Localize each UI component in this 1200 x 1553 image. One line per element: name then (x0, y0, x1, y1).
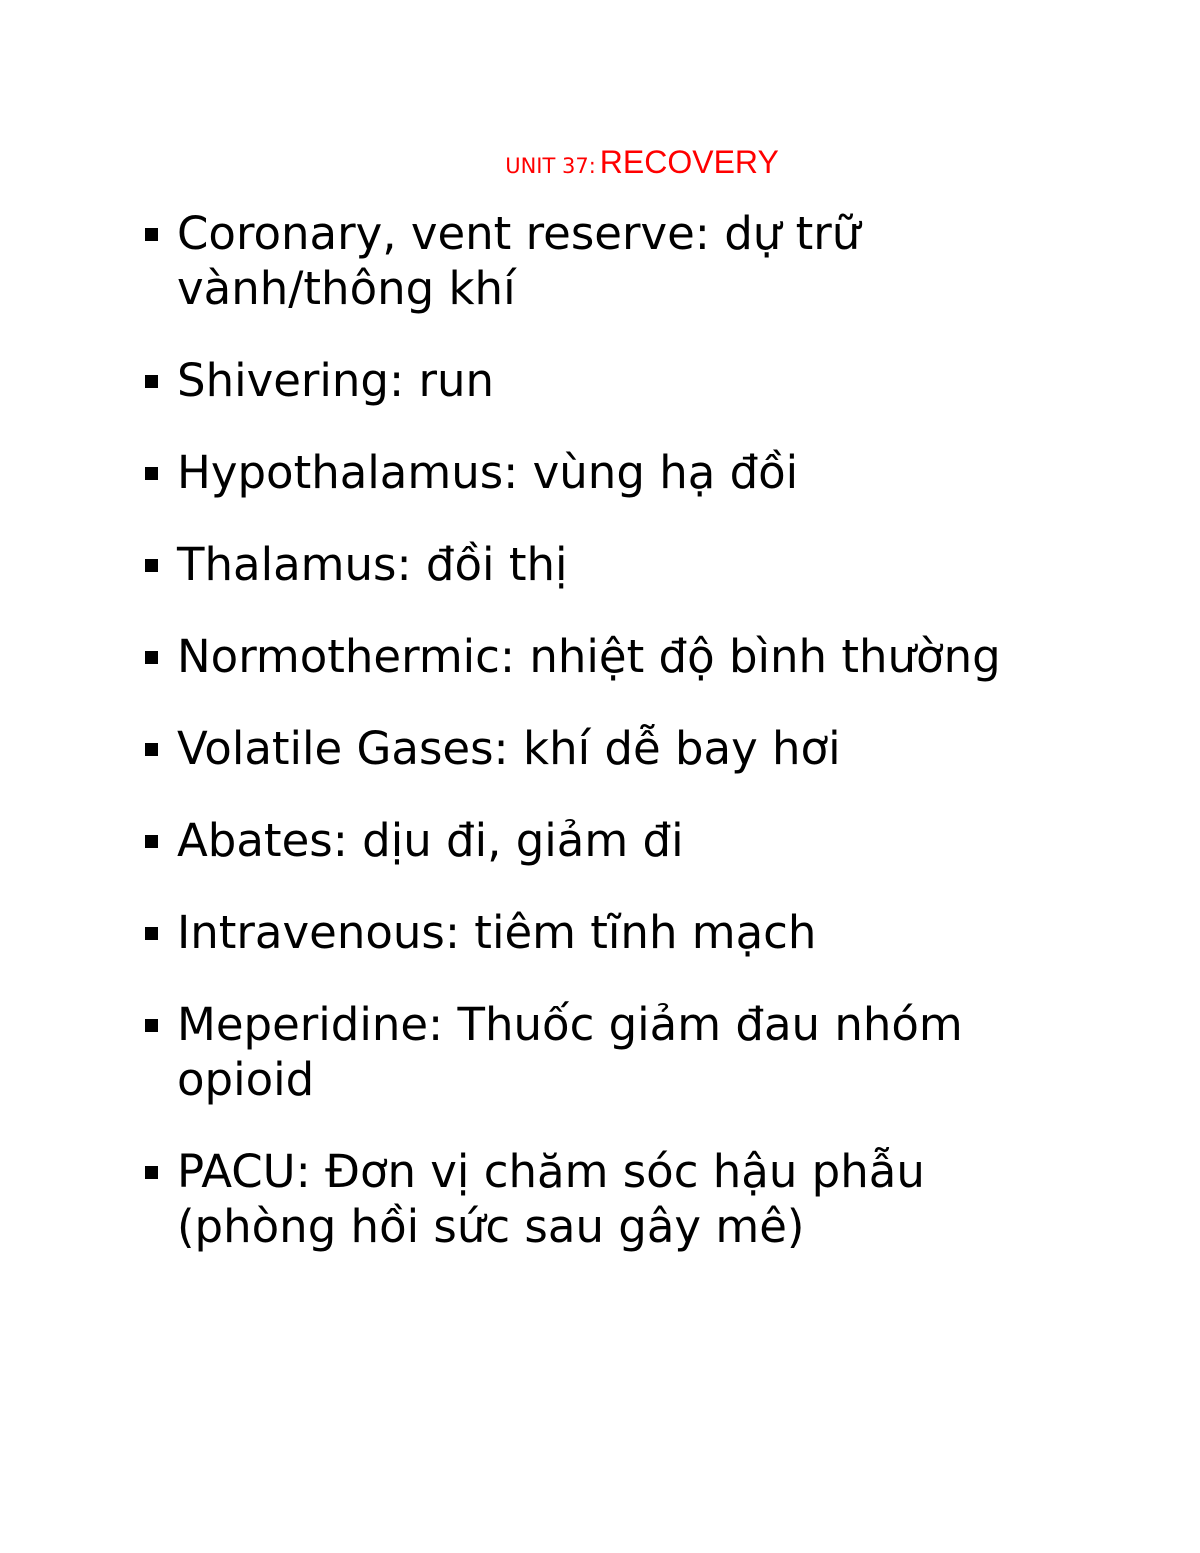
list-item (145, 721, 1065, 776)
square-bullet-icon (145, 559, 158, 572)
term-text: Coronary, vent reserve: dự trữ vành/thông khí (177, 207, 861, 315)
list-item (145, 997, 1065, 1107)
list-item (145, 905, 1065, 960)
term-text: Shivering: run (177, 354, 494, 407)
term-text: Hypothalamus: vùng hạ đồi (177, 446, 799, 499)
term-text: Abates: dịu đi, giảm đi (177, 814, 684, 867)
square-bullet-icon (145, 835, 158, 848)
list-item (145, 1144, 1065, 1254)
list-item (145, 445, 1065, 500)
list-item (145, 537, 1065, 592)
term-text: Volatile Gases: khí dễ bay hơi (177, 722, 841, 775)
square-bullet-icon (145, 743, 158, 756)
unit-number: UNIT 37: (505, 154, 596, 178)
square-bullet-icon (145, 467, 158, 480)
list-item (145, 206, 1065, 316)
square-bullet-icon (145, 651, 158, 664)
square-bullet-icon (145, 1166, 158, 1179)
term-text: Normothermic: nhiệt độ bình thường (177, 630, 1001, 683)
term-text: Thalamus: đồi thị (177, 538, 568, 591)
term-text: PACU: Đơn vị chăm sóc hậu phẫu (phòng hồi sức sau gây mê) (177, 1145, 925, 1253)
list-item (145, 353, 1065, 408)
square-bullet-icon (145, 927, 158, 940)
unit-title (0, 142, 1200, 189)
square-bullet-icon (145, 1019, 158, 1032)
square-bullet-icon (145, 228, 158, 241)
term-text: Intravenous: tiêm tĩnh mạch (177, 906, 817, 959)
list-item (145, 813, 1065, 868)
term-text: Meperidine: Thuốc giảm đau nhóm opioid (177, 998, 963, 1106)
square-bullet-icon (145, 375, 158, 388)
unit-name: RECOVERY (599, 144, 779, 180)
list-item (145, 629, 1065, 684)
vocabulary-list (145, 206, 1065, 1291)
